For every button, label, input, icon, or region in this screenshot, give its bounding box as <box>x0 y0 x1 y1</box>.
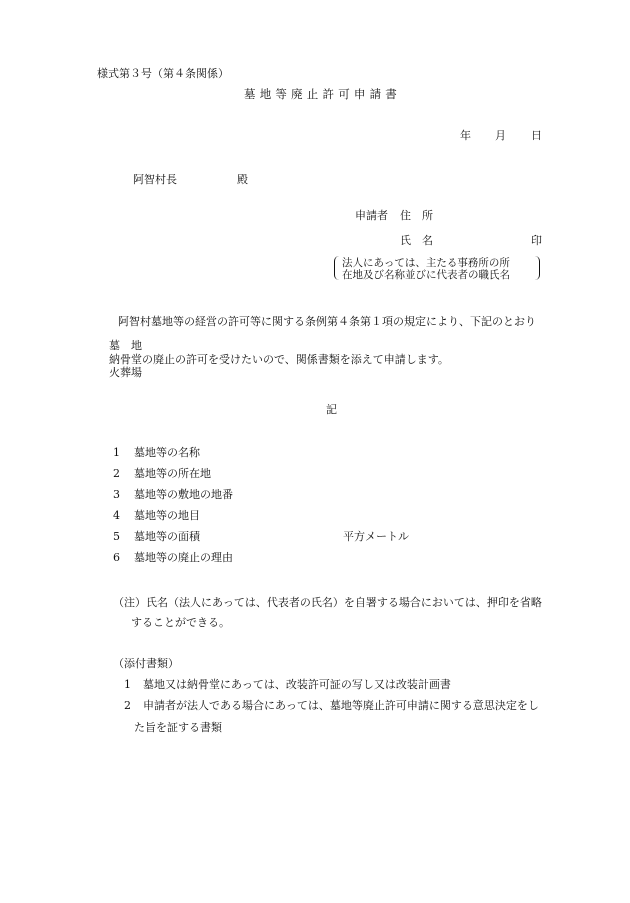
attachment-2-text-line2: た旨を証する書類 <box>134 721 222 734</box>
name-label: 氏 名 <box>400 234 433 247</box>
item-5-number: 5 <box>113 530 120 543</box>
item-2-label: 墓地等の所在地 <box>134 467 211 480</box>
item-6-label: 墓地等の廃止の理由 <box>134 551 233 564</box>
attachment-1-text: 墓地又は納骨堂にあっては、改装許可証の写し又は改装計画書 <box>143 678 451 691</box>
corporate-note-line2: 在地及び名称並びに代表者の職氏名 <box>342 269 510 281</box>
area-unit: 平方メートル <box>343 530 409 543</box>
applicant-label: 申請者 <box>355 209 388 222</box>
addressee-honorific: 殿 <box>237 173 248 186</box>
item-1-label: 墓地等の名称 <box>134 446 200 459</box>
date-day: 日 <box>531 129 542 142</box>
item-3-label: 墓地等の敷地の地番 <box>134 488 233 501</box>
addressee-name: 阿智村長 <box>133 173 177 186</box>
note-line2: することができる。 <box>131 616 230 629</box>
ki-heading: 記 <box>326 403 337 416</box>
body-line1: 阿智村墓地等の経営の許可等に関する条例第４条第１項の規定により、下記のとおり <box>118 315 536 328</box>
date-year: 年 <box>460 129 471 142</box>
item-4-label: 墓地等の地目 <box>134 509 200 522</box>
item-6-number: 6 <box>113 551 120 564</box>
item-1-number: 1 <box>113 446 120 459</box>
item-5-label: 墓地等の面積 <box>134 530 200 543</box>
address-label: 住 所 <box>400 209 433 222</box>
seal-mark: 印 <box>531 234 542 247</box>
option-grave: 墓 地 <box>109 339 142 352</box>
attachment-2-text-line1: 申請者が法人である場合にあっては、墓地等廃止許可申請に関する意思決定をし <box>143 699 539 712</box>
note-line1: （注）氏名（法人にあっては、代表者の氏名）を自署する場合においては、押印を省略 <box>113 596 542 609</box>
item-2-number: 2 <box>113 467 120 480</box>
attachments-heading: （添付書類） <box>113 657 179 670</box>
attachment-1-number: 1 <box>124 678 131 691</box>
date-month: 月 <box>495 129 506 142</box>
attachment-2-number: 2 <box>124 699 131 712</box>
option-crematorium: 火葬場 <box>109 366 142 379</box>
document-title: 墓地等廃止許可申請書 <box>244 87 401 101</box>
item-4-number: 4 <box>113 509 120 522</box>
form-number: 様式第３号（第４条関係） <box>97 67 229 80</box>
item-3-number: 3 <box>113 488 120 501</box>
corporate-note-line1: 法人にあっては、主たる事務所の所 <box>342 257 510 269</box>
body-line2: 納骨堂の廃止の許可を受けたいので、関係書類を添えて申請します。 <box>109 353 449 366</box>
